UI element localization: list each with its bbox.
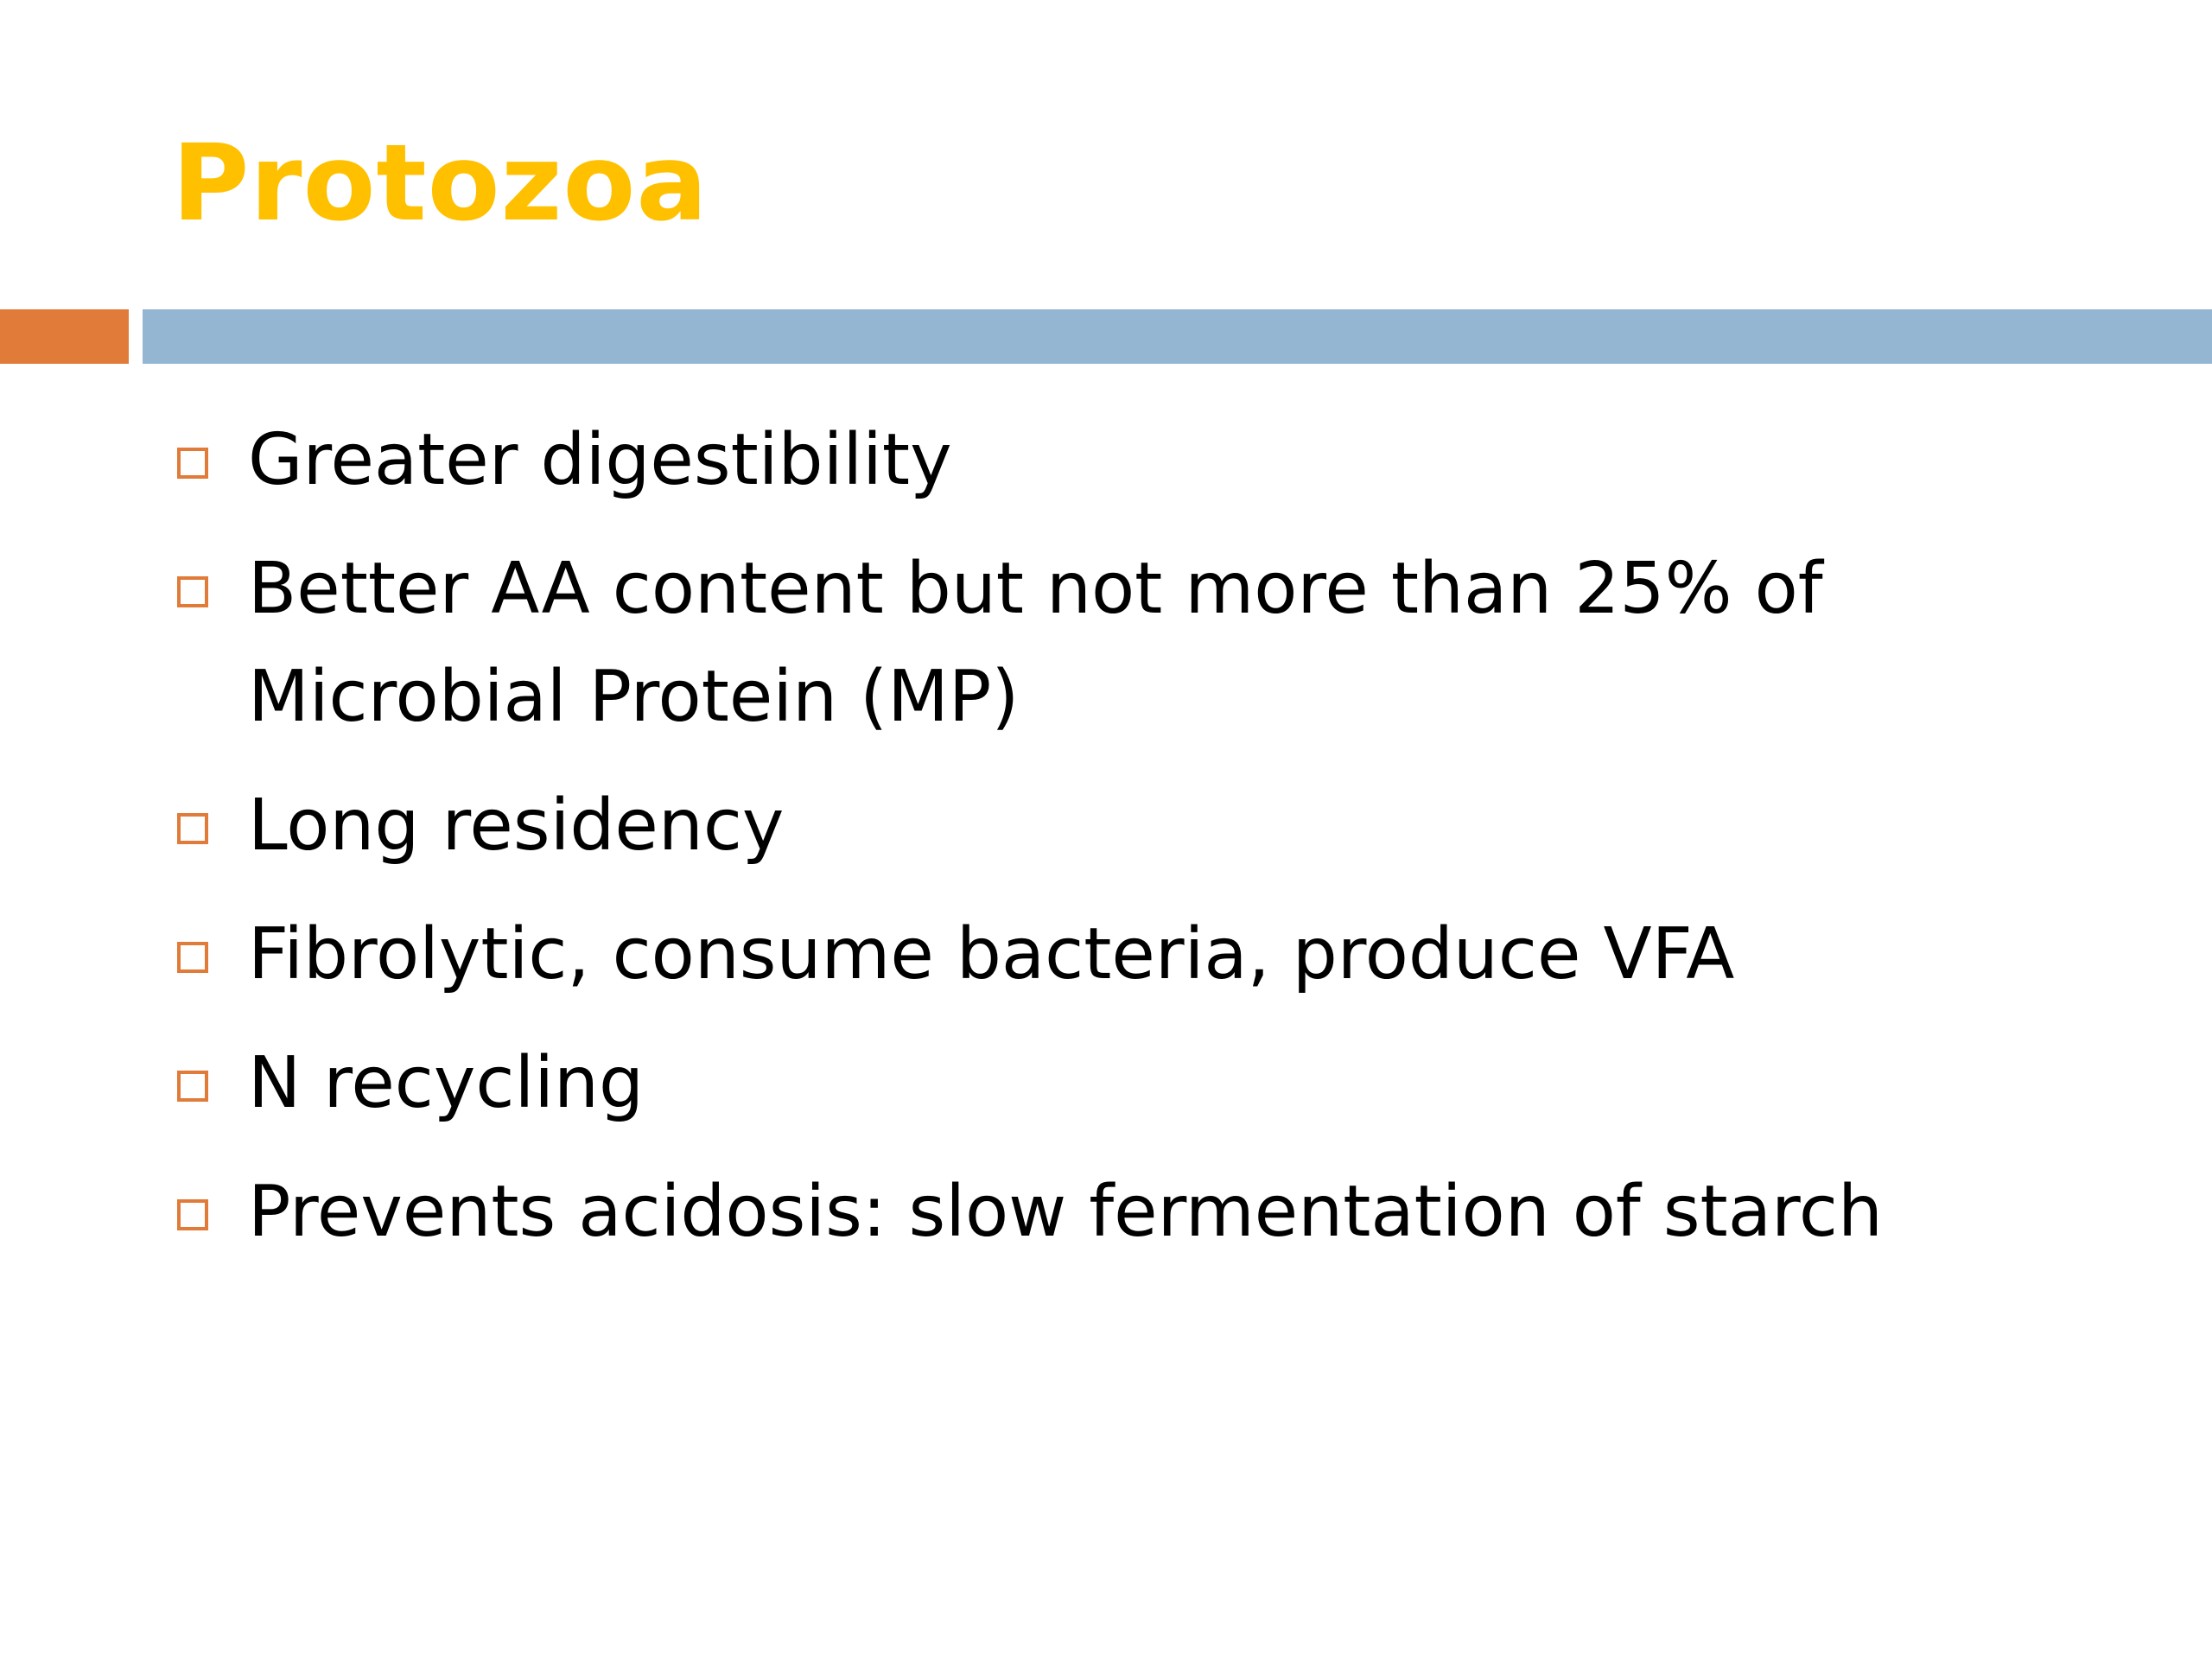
hollow-square-bullet-icon <box>177 1199 208 1230</box>
bullet-text: N recycling <box>248 1042 645 1124</box>
bullet-item <box>172 535 2073 751</box>
slide-title: Protozoa <box>172 122 709 245</box>
bullet-item <box>172 1158 2073 1266</box>
hollow-square-bullet-icon <box>177 813 208 844</box>
bullet-text: Fibrolytic, consume bacteria, produce VFA <box>248 913 1735 995</box>
bullet-text: Long residency <box>248 785 785 867</box>
title-divider-bar <box>143 309 2212 364</box>
hollow-square-bullet-icon <box>177 1071 208 1102</box>
title-accent-bar <box>0 309 129 364</box>
bullet-item <box>172 900 2073 1008</box>
hollow-square-bullet-icon <box>177 576 208 607</box>
bullet-item <box>172 772 2073 880</box>
bullet-item <box>172 406 2073 514</box>
bullet-text: Prevents acidosis: slow fermentation of starch <box>248 1171 1883 1253</box>
hollow-square-bullet-icon <box>177 942 208 973</box>
bullet-list <box>172 406 2073 1287</box>
bullet-text: Greater digestibility <box>248 419 952 501</box>
bullet-text: Better AA content but not more than 25% of Microbial Protein (MP) <box>248 548 1823 738</box>
bullet-item <box>172 1029 2073 1137</box>
hollow-square-bullet-icon <box>177 448 208 479</box>
